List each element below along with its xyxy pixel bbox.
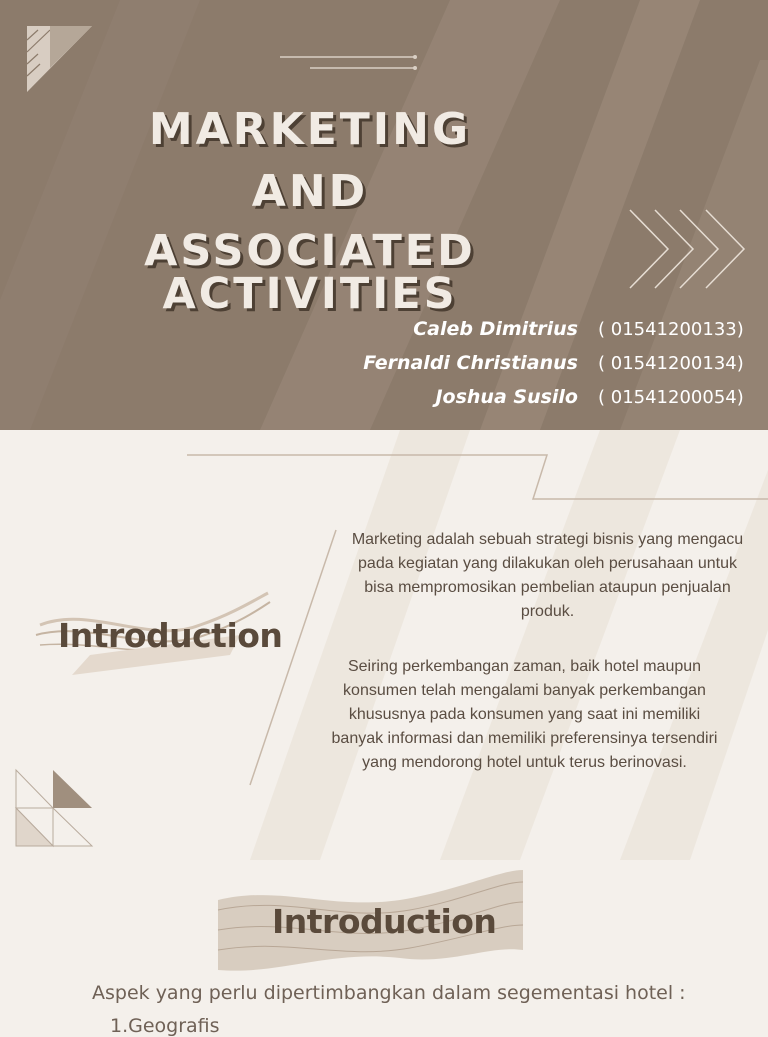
author-name: Caleb Dimitrius xyxy=(413,318,578,340)
triangle-icon xyxy=(27,26,92,92)
introduction-slide xyxy=(0,430,768,1037)
author-name: Joshua Susilo xyxy=(435,386,578,408)
author-name: Fernaldi Christianus xyxy=(363,352,578,374)
title-line-2: AND xyxy=(251,166,369,217)
author-id: ( 01541200133) xyxy=(598,318,744,340)
segmentation-intro-text: Aspek yang perlu dipertimbangkan dalam segementasi hotel : xyxy=(92,982,686,1004)
author-row xyxy=(330,312,750,346)
author-list xyxy=(330,312,750,414)
title-slide xyxy=(0,0,768,430)
divider-lines xyxy=(280,55,417,70)
list-item: 1.Geografis xyxy=(110,1015,220,1037)
intro-paragraph-1: Marketing adalah sebuah strategi bisnis yang mengacu pada kegiatan yang dilakukan oleh perusahaan untuk bisa mempromosikan pembelian ataupun penjualan produk. xyxy=(351,531,744,620)
title-line-3: ASSOCIATED ACTIVITIES xyxy=(144,226,476,319)
triangle-pattern-icon xyxy=(16,770,92,846)
author-id: ( 01541200054) xyxy=(598,386,744,408)
author-row xyxy=(330,346,750,380)
section-heading-2: Introduction xyxy=(272,902,497,941)
title-line-1: MARKETING xyxy=(148,104,472,155)
intro-paragraph-2: Seiring perkembangan zaman, baik hotel maupun konsumen telah mengalami banyak perkembangan khususnya pada konsumen yang saat ini memiliki banyak informasi dan memiliki preferensinya tersendiri yang mendorong hotel untuk terus berinovasi. xyxy=(331,658,718,771)
section-heading: Introduction xyxy=(58,616,283,655)
author-id: ( 01541200134) xyxy=(598,352,744,374)
author-row xyxy=(330,380,750,414)
